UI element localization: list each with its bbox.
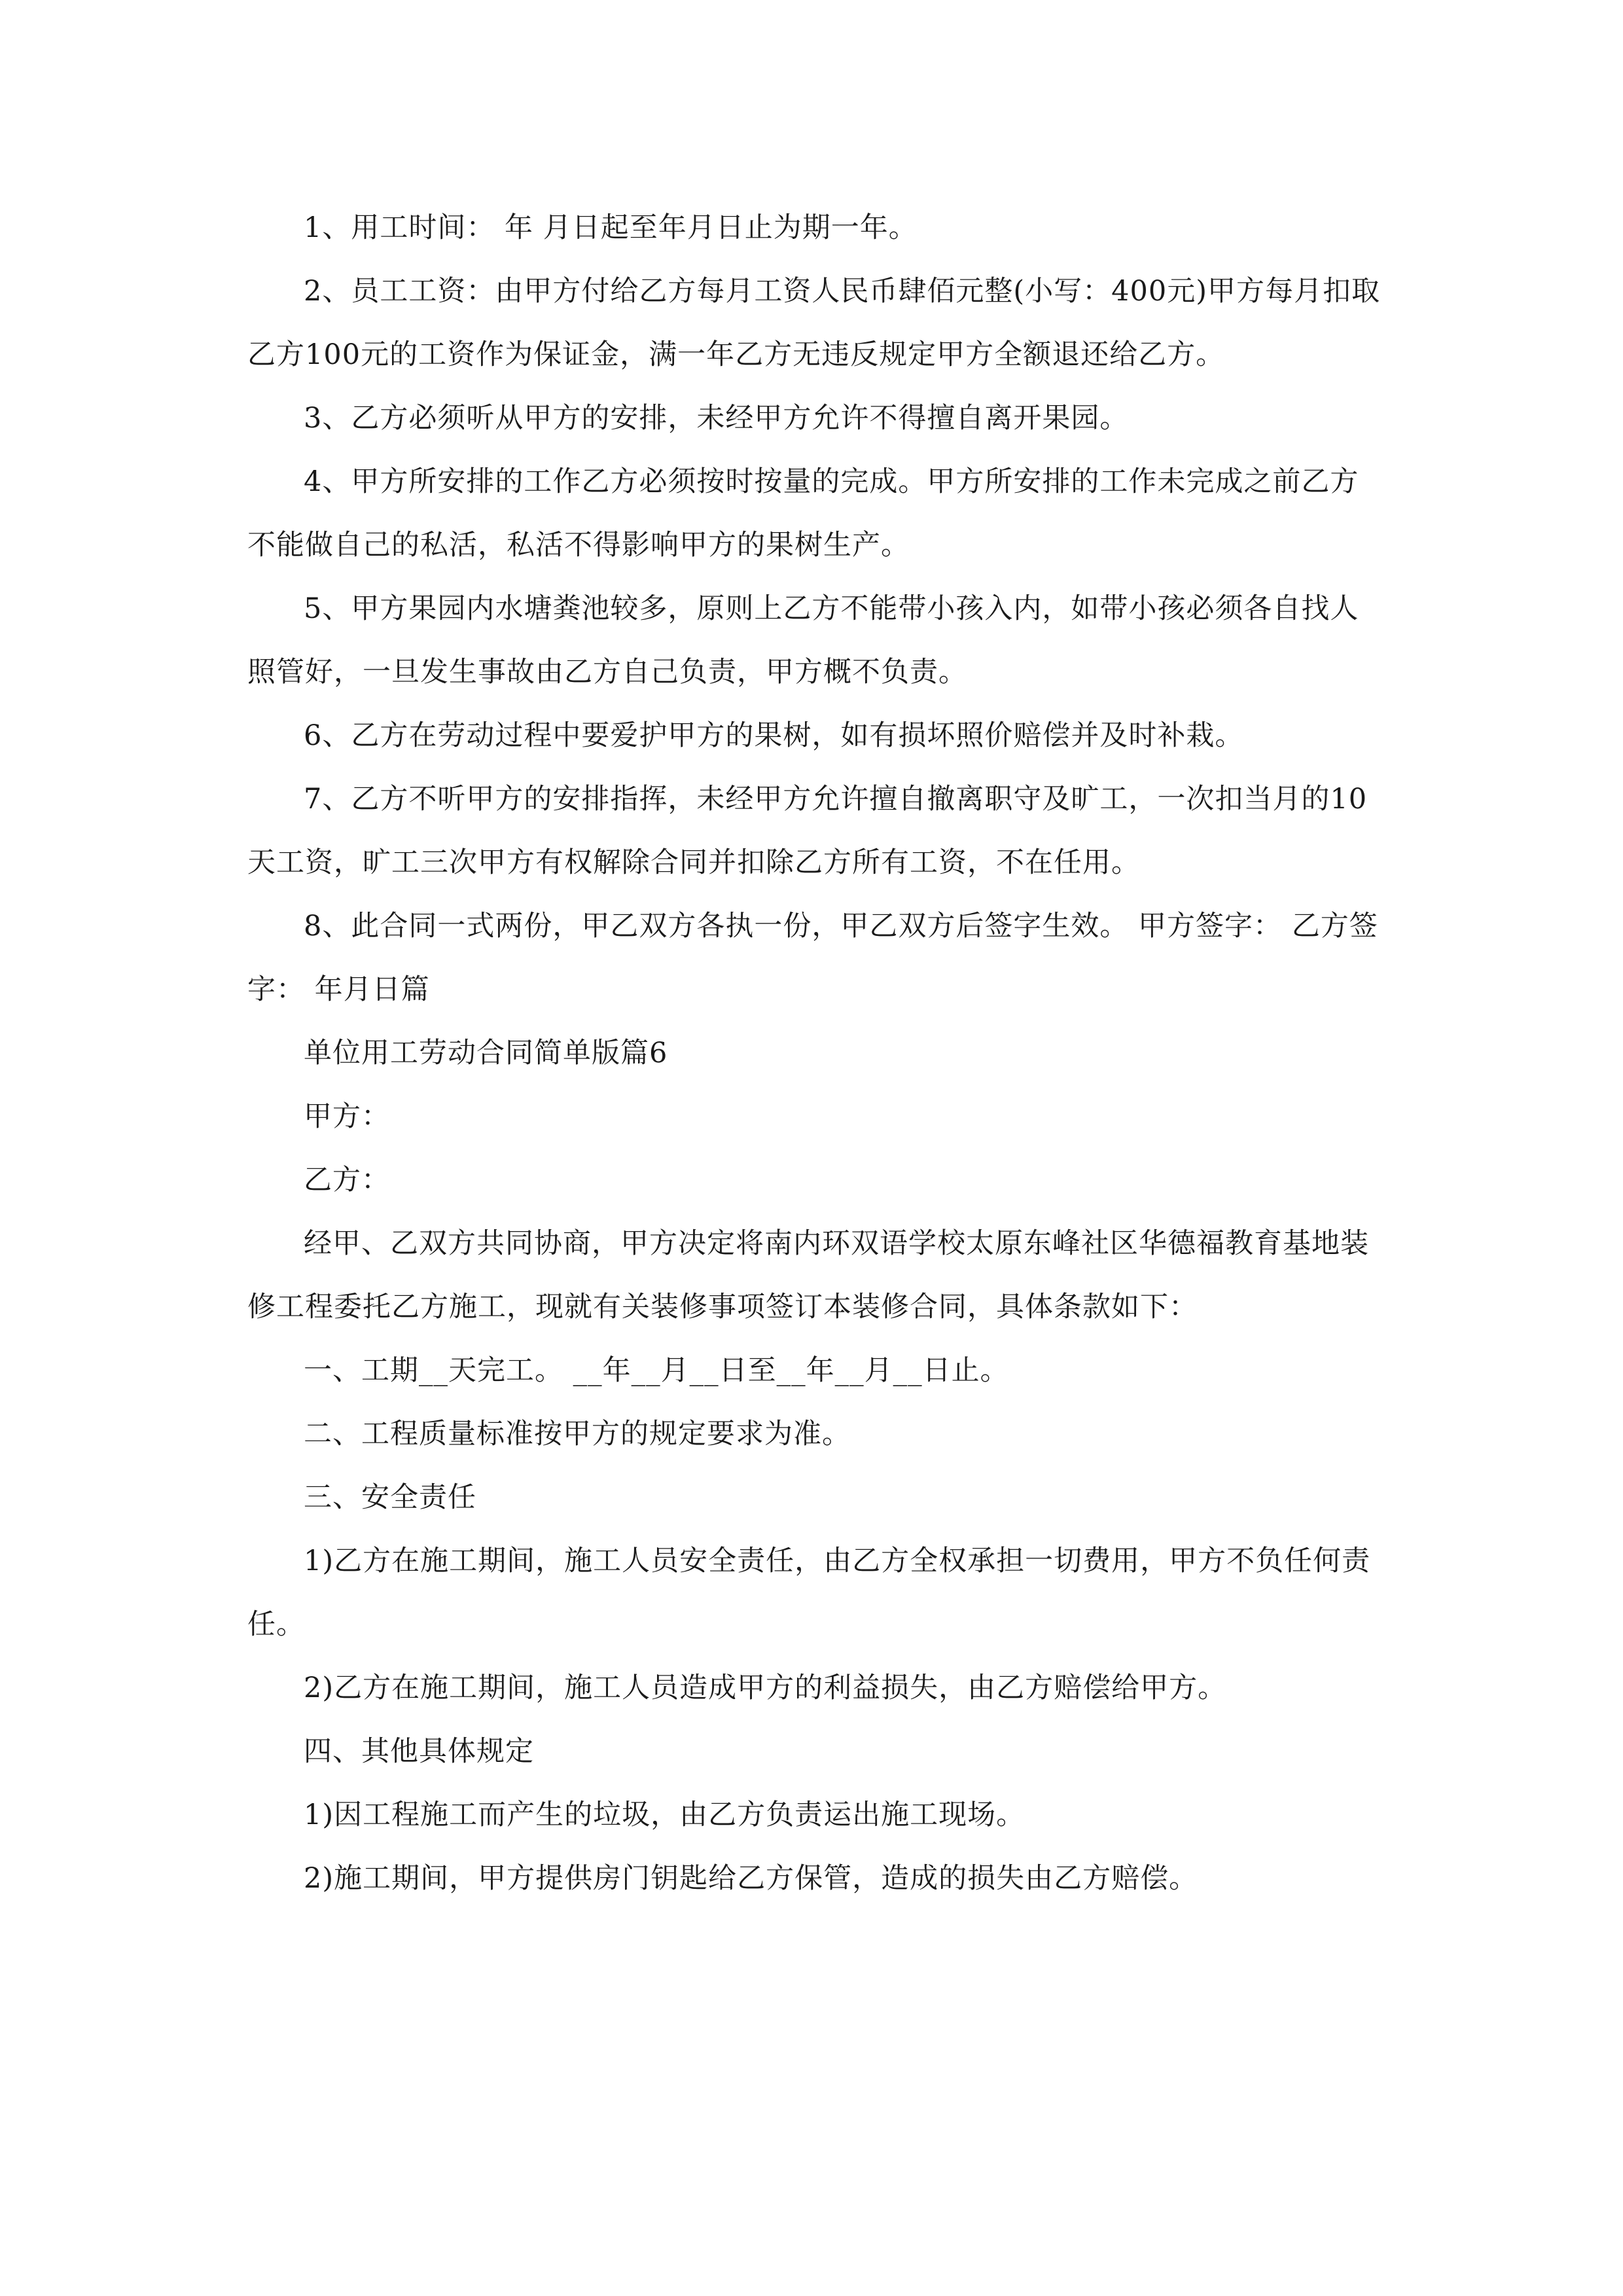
- party-a-label: 甲方：: [304, 1100, 390, 1133]
- clause-wage: 2、员工工资：由甲方付给乙方每月工资人民币肆佰元整(小写：400元)甲方每月扣取乙方100元的工资作为保证金，满一年乙方无违反规定甲方全额退还给乙方。: [247, 275, 1380, 371]
- contract-preamble: 经甲、乙双方共同协商，甲方决定将南内环双语学校太原东峰社区华德福教育基地装修工程委托乙方施工，现就有关装修事项签订本装修合同，具体条款如下：: [247, 1227, 1369, 1323]
- party-b-label: 乙方：: [304, 1164, 390, 1196]
- clause-obey-arrangement: 3、乙方必须听从甲方的安排，未经甲方允许不得擅自离开果园。: [304, 402, 1129, 435]
- clause-other-2: 2)施工期间，甲方提供房门钥匙给乙方保管，造成的损失由乙方赔偿。: [304, 1862, 1198, 1895]
- heading-safety: 三、安全责任: [304, 1481, 476, 1514]
- document-body: [247, 196, 1387, 1910]
- clause-signatures: 8、此合同一式两份，甲乙双方各执一份，甲乙双方后签字生效。 甲方签字： 乙方签字： 年月日篇: [247, 910, 1378, 1006]
- clause-protect-trees: 6、乙方在劳动过程中要爱护甲方的果树，如有损坏照价赔偿并及时补栽。: [304, 719, 1244, 752]
- clause-complete-work: 4、甲方所安排的工作乙方必须按时按量的完成。甲方所安排的工作未完成之前乙方不能做自己的私活，私活不得影响甲方的果树生产。: [247, 465, 1359, 562]
- clause-safety-1: 1)乙方在施工期间，施工人员安全责任，由乙方全权承担一切费用，甲方不负任何责任。: [247, 1545, 1371, 1641]
- clause-quality: 二、工程质量标准按甲方的规定要求为准。: [304, 1418, 851, 1450]
- heading-other-rules: 四、其他具体规定: [304, 1735, 534, 1768]
- section-title: 单位用工劳动合同简单版篇6: [304, 1037, 668, 1069]
- clause-other-1: 1)因工程施工而产生的垃圾，由乙方负责运出施工现场。: [304, 1799, 1026, 1831]
- clause-work-period: 1、用工时间： 年 月日起至年月日止为期一年。: [304, 211, 918, 244]
- clause-safety-2: 2)乙方在施工期间，施工人员造成甲方的利益损失，由乙方赔偿给甲方。: [304, 1672, 1227, 1704]
- clause-absence-penalty: 7、乙方不听甲方的安排指挥，未经甲方允许擅自撤离职守及旷工，一次扣当月的10天工资，旷工三次甲方有权解除合同并扣除乙方所有工资，不在任用。: [247, 783, 1368, 879]
- clause-schedule: 一、工期__天完工。 __年__月__日至__年__月__日止。: [304, 1354, 1009, 1387]
- clause-children-safety: 5、甲方果园内水塘粪池较多，原则上乙方不能带小孩入内，如带小孩必须各自找人照管好，一旦发生事故由乙方自己负责，甲方概不负责。: [247, 592, 1359, 689]
